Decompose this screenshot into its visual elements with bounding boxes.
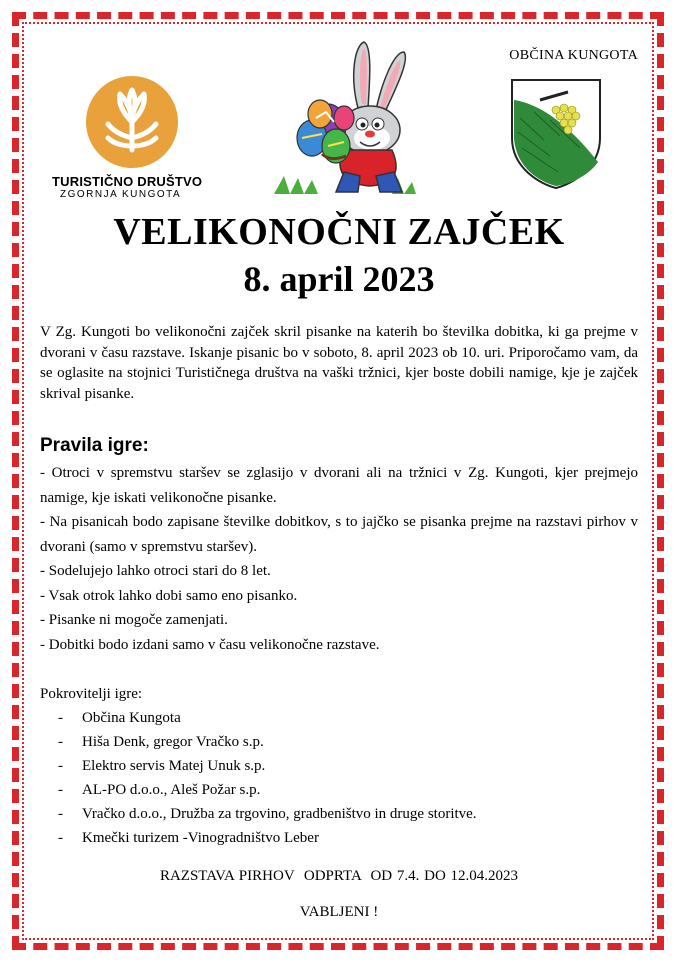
sponsor-item: [58, 802, 477, 826]
sponsor-item: [58, 730, 477, 754]
list-dash: -: [58, 782, 63, 798]
event-date: 8. april 2023: [243, 259, 435, 299]
list-dash: -: [58, 758, 63, 774]
sponsor-name: Občina Kungota: [82, 710, 181, 726]
rule-item: - Pisanke ni mogoče zamenjati.: [40, 612, 228, 628]
list-dash: -: [58, 806, 63, 822]
sponsor-item: [58, 754, 477, 778]
easter-bunny-icon: [272, 38, 418, 198]
rule-item: - Vsak otrok lahko dobi samo eno pisanko.: [40, 587, 298, 604]
tulip-logo-icon: [84, 74, 180, 170]
sponsors-list: [58, 706, 477, 850]
sponsor-item: [58, 826, 477, 850]
rule-item: - Na pisanicah bodo zapisane številke dobitkov, s to jajčko se pisanka prejme na razstavi pirhov v dvorani (samo v spremstvu staršev).: [40, 514, 638, 555]
sponsor-name: Vračko d.o.o., Družba za trgovino, gradbeništvo in druge storitve.: [82, 806, 477, 822]
sponsor-item: [58, 778, 477, 802]
sponsor-name: Elektro servis Matej Unuk s.p.: [82, 758, 266, 774]
rules-heading: Pravila igre:: [40, 435, 149, 456]
list-dash: -: [58, 710, 63, 726]
exhibition-notice: RAZSTAVA PIRHOV ODPRTA OD 7.4. DO 12.04.2023: [159, 868, 519, 884]
society-place: ZGORNJA KUNGOTA: [60, 189, 182, 200]
tourist-society-logo: [52, 74, 212, 200]
page-title: VELIKONOČNI ZAJČEK: [113, 211, 565, 253]
sponsors-heading: Pokrovitelji igre:: [40, 686, 143, 702]
easter-bunny-illustration: [272, 38, 418, 203]
list-dash: -: [58, 830, 63, 846]
sponsor-name: Kmečki turizem -Vinogradništvo Leber: [82, 830, 319, 846]
rules-list: [40, 461, 638, 657]
sponsor-name: Hiša Denk, gregor Vračko s.p.: [82, 734, 264, 750]
rule-item: - Sodelujejo lahko otroci stari do 8 let.: [40, 563, 271, 579]
welcome-text: VABLJENI !: [299, 904, 379, 920]
society-name: TURISTIČNO DRUŠTVO: [52, 174, 203, 189]
municipal-crest-icon: [510, 78, 602, 190]
municipal-crest: [510, 78, 602, 195]
sponsor-name: AL-PO d.o.o., Aleš Požar s.p.: [82, 782, 261, 798]
list-dash: -: [58, 734, 63, 750]
sponsor-item: [58, 706, 477, 730]
intro-paragraph: V Zg. Kungoti bo velikonočni zajček skril pisanke na katerih bo številka dobitka, ki ga prejme v dvorani v času razstave. Iskanje pisanic bo v soboto, 8. april 2023 ob 10. uri. Priporočamo vam, da se oglasite na stojnici Turističnega društva na vaški tržnici, kjer boste dobili namige, kje je zajček skrival pisanke.: [40, 324, 638, 402]
rule-item: - Dobitki bodo izdani samo v času velikonočne razstave.: [40, 636, 380, 653]
municipality-name: OBČINA KUNGOTA: [509, 48, 638, 63]
rule-item: - Otroci v spremstvu staršev se zglasijo v dvorani ali na tržnici v Zg. Kungoti, kjer prejmejo namige, kje iskati velikonočne pisanke.: [40, 465, 638, 506]
